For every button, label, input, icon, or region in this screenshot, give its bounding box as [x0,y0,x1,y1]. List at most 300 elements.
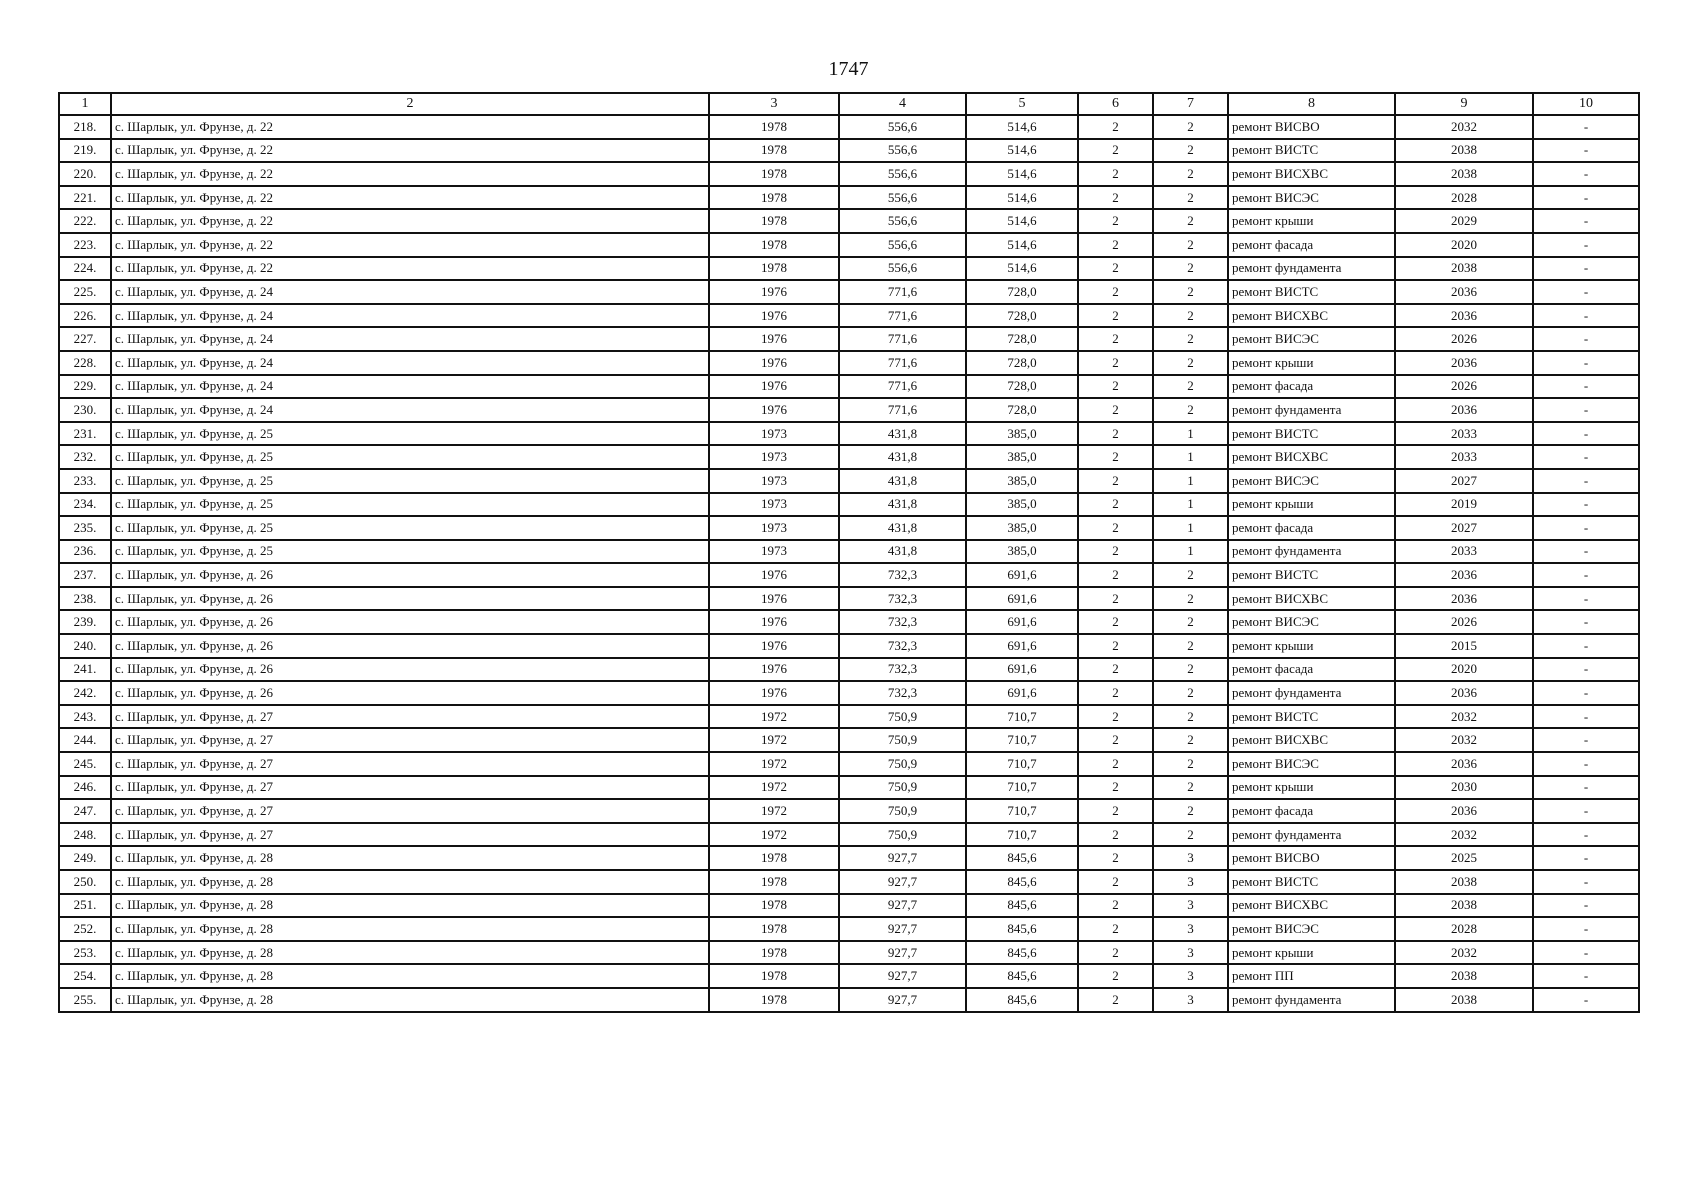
entrances-cell: 2 [1153,186,1228,210]
floors-cell: 2 [1078,799,1153,823]
table-row [59,658,1639,682]
living-area-cell: 385,0 [966,445,1078,469]
entrances-cell: 2 [1153,563,1228,587]
total-area-cell: 732,3 [839,587,966,611]
table-row [59,610,1639,634]
living-area-cell: 845,6 [966,846,1078,870]
year-cell: 1973 [709,540,839,564]
note-cell: - [1533,422,1639,446]
work-type-cell: ремонт ВИСХВС [1228,445,1395,469]
work-type-cell: ремонт фасада [1228,799,1395,823]
year-cell: 1978 [709,209,839,233]
note-cell: - [1533,493,1639,517]
column-header: 4 [839,93,966,115]
total-area-cell: 927,7 [839,941,966,965]
address-cell: с. Шарлык, ул. Фрунзе, д. 28 [111,988,709,1012]
table-row [59,257,1639,281]
table-row [59,587,1639,611]
total-area-cell: 750,9 [839,799,966,823]
address-cell: с. Шарлык, ул. Фрунзе, д. 28 [111,941,709,965]
floors-cell: 2 [1078,327,1153,351]
work-type-cell: ремонт ВИСХВС [1228,894,1395,918]
floors-cell: 2 [1078,964,1153,988]
planned-year-cell: 2020 [1395,658,1533,682]
total-area-cell: 771,6 [839,398,966,422]
work-type-cell: ремонт ВИСХВС [1228,587,1395,611]
living-area-cell: 845,6 [966,941,1078,965]
entrances-cell: 1 [1153,540,1228,564]
row-number-cell: 237. [59,563,111,587]
note-cell: - [1533,327,1639,351]
total-area-cell: 431,8 [839,516,966,540]
year-cell: 1978 [709,964,839,988]
total-area-cell: 927,7 [839,846,966,870]
year-cell: 1978 [709,846,839,870]
entrances-cell: 2 [1153,233,1228,257]
note-cell: - [1533,870,1639,894]
note-cell: - [1533,209,1639,233]
row-number-cell: 222. [59,209,111,233]
column-header: 7 [1153,93,1228,115]
floors-cell: 2 [1078,988,1153,1012]
note-cell: - [1533,139,1639,163]
living-area-cell: 691,6 [966,681,1078,705]
work-type-cell: ремонт ВИСТС [1228,139,1395,163]
year-cell: 1973 [709,516,839,540]
year-cell: 1978 [709,162,839,186]
year-cell: 1976 [709,280,839,304]
column-header: 8 [1228,93,1395,115]
entrances-cell: 2 [1153,587,1228,611]
planned-year-cell: 2029 [1395,209,1533,233]
planned-year-cell: 2038 [1395,257,1533,281]
table-row [59,162,1639,186]
table-row [59,493,1639,517]
entrances-cell: 2 [1153,823,1228,847]
work-type-cell: ремонт фасада [1228,658,1395,682]
total-area-cell: 431,8 [839,422,966,446]
address-cell: с. Шарлык, ул. Фрунзе, д. 24 [111,327,709,351]
address-cell: с. Шарлык, ул. Фрунзе, д. 27 [111,823,709,847]
entrances-cell: 2 [1153,658,1228,682]
table-row [59,139,1639,163]
planned-year-cell: 2028 [1395,186,1533,210]
table-row [59,445,1639,469]
planned-year-cell: 2026 [1395,375,1533,399]
row-number-cell: 254. [59,964,111,988]
total-area-cell: 750,9 [839,776,966,800]
floors-cell: 2 [1078,209,1153,233]
planned-year-cell: 2032 [1395,823,1533,847]
total-area-cell: 556,6 [839,115,966,139]
row-number-cell: 240. [59,634,111,658]
total-area-cell: 431,8 [839,540,966,564]
entrances-cell: 2 [1153,351,1228,375]
planned-year-cell: 2036 [1395,563,1533,587]
table-row [59,516,1639,540]
row-number-cell: 250. [59,870,111,894]
planned-year-cell: 2030 [1395,776,1533,800]
year-cell: 1976 [709,634,839,658]
work-type-cell: ремонт крыши [1228,351,1395,375]
total-area-cell: 732,3 [839,610,966,634]
year-cell: 1976 [709,304,839,328]
total-area-cell: 431,8 [839,469,966,493]
note-cell: - [1533,894,1639,918]
row-number-cell: 238. [59,587,111,611]
entrances-cell: 2 [1153,257,1228,281]
entrances-cell: 1 [1153,493,1228,517]
row-number-cell: 223. [59,233,111,257]
table-row [59,917,1639,941]
row-number-cell: 244. [59,728,111,752]
planned-year-cell: 2038 [1395,870,1533,894]
address-cell: с. Шарлык, ул. Фрунзе, д. 26 [111,681,709,705]
living-area-cell: 691,6 [966,658,1078,682]
total-area-cell: 771,6 [839,280,966,304]
note-cell: - [1533,705,1639,729]
note-cell: - [1533,752,1639,776]
page-number: 1747 [828,58,869,80]
work-type-cell: ремонт ВИСТС [1228,280,1395,304]
floors-cell: 2 [1078,186,1153,210]
planned-year-cell: 2032 [1395,941,1533,965]
year-cell: 1976 [709,351,839,375]
living-area-cell: 728,0 [966,351,1078,375]
table-row [59,351,1639,375]
column-header: 1 [59,93,111,115]
total-area-cell: 771,6 [839,351,966,375]
address-cell: с. Шарлык, ул. Фрунзе, д. 27 [111,728,709,752]
note-cell: - [1533,304,1639,328]
note-cell: - [1533,469,1639,493]
floors-cell: 2 [1078,280,1153,304]
total-area-cell: 750,9 [839,752,966,776]
table-row [59,705,1639,729]
address-cell: с. Шарлык, ул. Фрунзе, д. 22 [111,209,709,233]
entrances-cell: 3 [1153,870,1228,894]
year-cell: 1978 [709,115,839,139]
living-area-cell: 514,6 [966,115,1078,139]
work-type-cell: ремонт ВИСЭС [1228,752,1395,776]
work-type-cell: ремонт крыши [1228,493,1395,517]
year-cell: 1976 [709,681,839,705]
living-area-cell: 728,0 [966,375,1078,399]
table-row [59,776,1639,800]
table-body [59,115,1639,1012]
total-area-cell: 771,6 [839,375,966,399]
address-cell: с. Шарлык, ул. Фрунзе, д. 28 [111,870,709,894]
living-area-cell: 385,0 [966,469,1078,493]
repair-schedule-table [58,92,1640,1013]
floors-cell: 2 [1078,139,1153,163]
address-cell: с. Шарлык, ул. Фрунзе, д. 26 [111,658,709,682]
planned-year-cell: 2032 [1395,728,1533,752]
work-type-cell: ремонт ВИСЭС [1228,327,1395,351]
living-area-cell: 710,7 [966,799,1078,823]
planned-year-cell: 2026 [1395,610,1533,634]
note-cell: - [1533,563,1639,587]
table-row [59,280,1639,304]
planned-year-cell: 2033 [1395,445,1533,469]
row-number-cell: 251. [59,894,111,918]
note-cell: - [1533,587,1639,611]
floors-cell: 2 [1078,823,1153,847]
address-cell: с. Шарлык, ул. Фрунзе, д. 28 [111,846,709,870]
table-row [59,799,1639,823]
living-area-cell: 728,0 [966,280,1078,304]
floors-cell: 2 [1078,115,1153,139]
work-type-cell: ремонт ВИСТС [1228,422,1395,446]
address-cell: с. Шарлык, ул. Фрунзе, д. 24 [111,304,709,328]
floors-cell: 2 [1078,304,1153,328]
note-cell: - [1533,799,1639,823]
column-header: 5 [966,93,1078,115]
total-area-cell: 927,7 [839,988,966,1012]
table-row [59,964,1639,988]
row-number-cell: 233. [59,469,111,493]
year-cell: 1978 [709,894,839,918]
work-type-cell: ремонт крыши [1228,209,1395,233]
note-cell: - [1533,445,1639,469]
header-row [59,93,1639,115]
planned-year-cell: 2036 [1395,587,1533,611]
floors-cell: 2 [1078,610,1153,634]
planned-year-cell: 2036 [1395,752,1533,776]
row-number-cell: 219. [59,139,111,163]
planned-year-cell: 2026 [1395,327,1533,351]
entrances-cell: 3 [1153,941,1228,965]
address-cell: с. Шарлык, ул. Фрунзе, д. 25 [111,493,709,517]
work-type-cell: ремонт фасада [1228,233,1395,257]
note-cell: - [1533,658,1639,682]
row-number-cell: 242. [59,681,111,705]
note-cell: - [1533,375,1639,399]
year-cell: 1972 [709,799,839,823]
total-area-cell: 750,9 [839,705,966,729]
living-area-cell: 710,7 [966,728,1078,752]
total-area-cell: 732,3 [839,634,966,658]
note-cell: - [1533,917,1639,941]
row-number-cell: 229. [59,375,111,399]
note-cell: - [1533,728,1639,752]
note-cell: - [1533,186,1639,210]
row-number-cell: 224. [59,257,111,281]
floors-cell: 2 [1078,516,1153,540]
planned-year-cell: 2036 [1395,398,1533,422]
address-cell: с. Шарлык, ул. Фрунзе, д. 25 [111,422,709,446]
planned-year-cell: 2038 [1395,162,1533,186]
floors-cell: 2 [1078,728,1153,752]
entrances-cell: 2 [1153,681,1228,705]
entrances-cell: 3 [1153,846,1228,870]
entrances-cell: 2 [1153,304,1228,328]
work-type-cell: ремонт ВИСТС [1228,563,1395,587]
total-area-cell: 732,3 [839,681,966,705]
planned-year-cell: 2033 [1395,540,1533,564]
living-area-cell: 691,6 [966,634,1078,658]
year-cell: 1972 [709,728,839,752]
entrances-cell: 2 [1153,115,1228,139]
planned-year-cell: 2038 [1395,988,1533,1012]
planned-year-cell: 2028 [1395,917,1533,941]
living-area-cell: 728,0 [966,398,1078,422]
row-number-cell: 252. [59,917,111,941]
living-area-cell: 845,6 [966,870,1078,894]
total-area-cell: 771,6 [839,327,966,351]
living-area-cell: 514,6 [966,257,1078,281]
entrances-cell: 3 [1153,917,1228,941]
note-cell: - [1533,776,1639,800]
row-number-cell: 253. [59,941,111,965]
total-area-cell: 556,6 [839,162,966,186]
note-cell: - [1533,634,1639,658]
total-area-cell: 431,8 [839,445,966,469]
work-type-cell: ремонт ВИСТС [1228,705,1395,729]
address-cell: с. Шарлык, ул. Фрунзе, д. 27 [111,799,709,823]
entrances-cell: 2 [1153,728,1228,752]
work-type-cell: ремонт крыши [1228,941,1395,965]
total-area-cell: 556,6 [839,209,966,233]
note-cell: - [1533,280,1639,304]
note-cell: - [1533,162,1639,186]
work-type-cell: ремонт ВИСЭС [1228,469,1395,493]
entrances-cell: 1 [1153,422,1228,446]
table-row [59,186,1639,210]
table-row [59,846,1639,870]
living-area-cell: 514,6 [966,209,1078,233]
living-area-cell: 845,6 [966,894,1078,918]
living-area-cell: 728,0 [966,327,1078,351]
total-area-cell: 431,8 [839,493,966,517]
living-area-cell: 691,6 [966,587,1078,611]
table-row [59,327,1639,351]
year-cell: 1978 [709,233,839,257]
floors-cell: 2 [1078,846,1153,870]
entrances-cell: 1 [1153,516,1228,540]
floors-cell: 2 [1078,233,1153,257]
year-cell: 1976 [709,610,839,634]
total-area-cell: 556,6 [839,186,966,210]
row-number-cell: 247. [59,799,111,823]
table-row [59,233,1639,257]
row-number-cell: 220. [59,162,111,186]
table-row [59,681,1639,705]
address-cell: с. Шарлык, ул. Фрунзе, д. 24 [111,398,709,422]
note-cell: - [1533,941,1639,965]
work-type-cell: ремонт фундамента [1228,540,1395,564]
work-type-cell: ремонт фасада [1228,516,1395,540]
year-cell: 1973 [709,422,839,446]
entrances-cell: 3 [1153,964,1228,988]
floors-cell: 2 [1078,705,1153,729]
year-cell: 1972 [709,705,839,729]
note-cell: - [1533,398,1639,422]
total-area-cell: 732,3 [839,563,966,587]
year-cell: 1978 [709,917,839,941]
total-area-cell: 771,6 [839,304,966,328]
table-row [59,375,1639,399]
note-cell: - [1533,351,1639,375]
note-cell: - [1533,115,1639,139]
entrances-cell: 2 [1153,705,1228,729]
floors-cell: 2 [1078,634,1153,658]
address-cell: с. Шарлык, ул. Фрунзе, д. 26 [111,634,709,658]
floors-cell: 2 [1078,445,1153,469]
planned-year-cell: 2038 [1395,139,1533,163]
living-area-cell: 845,6 [966,917,1078,941]
floors-cell: 2 [1078,587,1153,611]
address-cell: с. Шарлык, ул. Фрунзе, д. 27 [111,705,709,729]
note-cell: - [1533,516,1639,540]
work-type-cell: ремонт ВИСВО [1228,115,1395,139]
entrances-cell: 1 [1153,469,1228,493]
row-number-cell: 239. [59,610,111,634]
planned-year-cell: 2027 [1395,516,1533,540]
address-cell: с. Шарлык, ул. Фрунзе, д. 25 [111,516,709,540]
floors-cell: 2 [1078,917,1153,941]
table-row [59,422,1639,446]
table-row [59,469,1639,493]
note-cell: - [1533,964,1639,988]
row-number-cell: 234. [59,493,111,517]
planned-year-cell: 2038 [1395,964,1533,988]
total-area-cell: 556,6 [839,257,966,281]
entrances-cell: 2 [1153,398,1228,422]
year-cell: 1978 [709,186,839,210]
planned-year-cell: 2032 [1395,705,1533,729]
address-cell: с. Шарлык, ул. Фрунзе, д. 26 [111,563,709,587]
entrances-cell: 2 [1153,280,1228,304]
year-cell: 1978 [709,139,839,163]
living-area-cell: 691,6 [966,610,1078,634]
row-number-cell: 232. [59,445,111,469]
work-type-cell: ремонт ВИСВО [1228,846,1395,870]
living-area-cell: 691,6 [966,563,1078,587]
planned-year-cell: 2036 [1395,799,1533,823]
year-cell: 1973 [709,445,839,469]
row-number-cell: 231. [59,422,111,446]
address-cell: с. Шарлык, ул. Фрунзе, д. 22 [111,186,709,210]
living-area-cell: 710,7 [966,823,1078,847]
total-area-cell: 556,6 [839,139,966,163]
column-header: 3 [709,93,839,115]
total-area-cell: 556,6 [839,233,966,257]
floors-cell: 2 [1078,540,1153,564]
work-type-cell: ремонт ВИСХВС [1228,162,1395,186]
entrances-cell: 2 [1153,209,1228,233]
planned-year-cell: 2025 [1395,846,1533,870]
address-cell: с. Шарлык, ул. Фрунзе, д. 24 [111,280,709,304]
work-type-cell: ремонт крыши [1228,634,1395,658]
table-row [59,540,1639,564]
entrances-cell: 2 [1153,610,1228,634]
planned-year-cell: 2020 [1395,233,1533,257]
address-cell: с. Шарлык, ул. Фрунзе, д. 27 [111,752,709,776]
total-area-cell: 732,3 [839,658,966,682]
floors-cell: 2 [1078,563,1153,587]
entrances-cell: 2 [1153,799,1228,823]
note-cell: - [1533,540,1639,564]
work-type-cell: ремонт фасада [1228,375,1395,399]
address-cell: с. Шарлык, ул. Фрунзе, д. 22 [111,115,709,139]
floors-cell: 2 [1078,375,1153,399]
table-row [59,563,1639,587]
address-cell: с. Шарлык, ул. Фрунзе, д. 22 [111,257,709,281]
planned-year-cell: 2019 [1395,493,1533,517]
table-row [59,870,1639,894]
floors-cell: 2 [1078,422,1153,446]
